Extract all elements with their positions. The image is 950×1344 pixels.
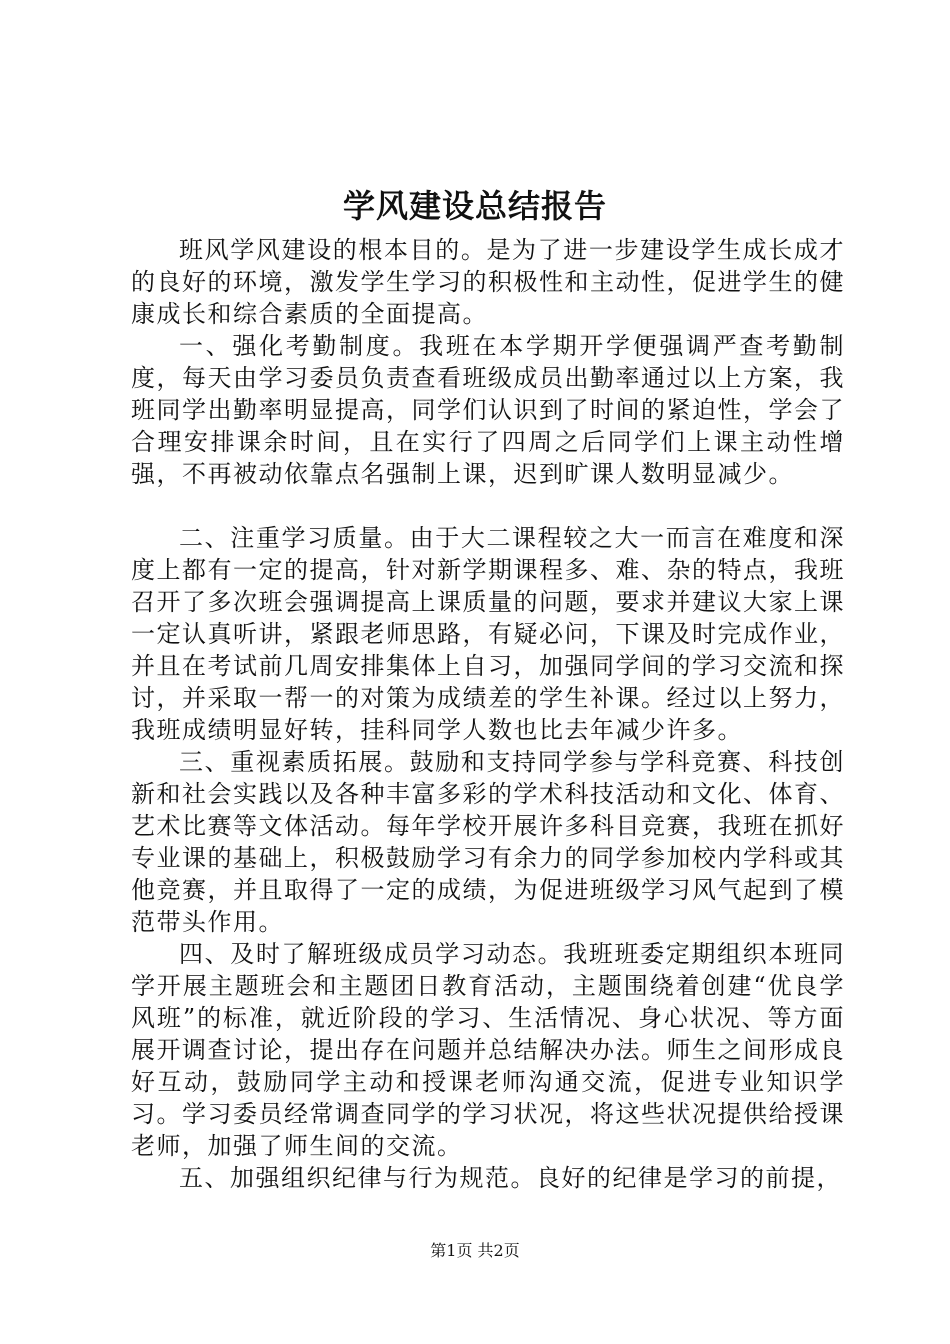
paragraph-section-5: 五、加强组织纪律与行为规范。良好的纪律是学习的前提， <box>179 1164 842 1192</box>
paragraph-section-3: 三、重视素质拓展。鼓励和支持同学参与学科竞赛、科技创新和社会实践以及各种丰富多彩的学术科技活动和文化、体育、艺术比赛等文体活动。每年学校开展许多科目竞赛，我班在抓好专业课的基础上，积极鼓励学习有余力的同学参加校内学科或其他竞赛，并且取得了一定的成绩，为促进班级学习风气起到了模范带头作用。 <box>131 748 845 936</box>
document-body <box>131 234 845 1194</box>
paragraph-intro: 班风学风建设的根本目的。是为了进一步建设学生成长成才的良好的环境，激发学生学习的积极性和主动性，促进学生的健康成长和综合素质的全面提高。 <box>131 236 845 328</box>
paragraph-section-2: 二、注重学习质量。由于大二课程较之大一而言在难度和深度上都有一定的提高，针对新学期课程多、难、杂的特点，我班召开了多次班会强调提高上课质量的问题，要求并建议大家上课一定认真听讲，紧跟老师思路，有疑必问，下课及时完成作业，并且在考试前几周安排集体上自习，加强同学间的学习交流和探讨，并采取一帮一的对策为成绩差的学生补课。经过以上努力，我班成绩明显好转，挂科同学人数也比去年减少许多。 <box>131 524 845 744</box>
document-title: 学风建设总结报告 <box>342 187 607 225</box>
paragraph-section-4: 四、及时了解班级成员学习动态。我班班委定期组织本班同学开展主题班会和主题团日教育活动，主题围绕着创建“优良学风班”的标准，就近阶段的学习、生活情况、身心状况、等方面展开调查讨论，提出存在问题并总结解决办法。师生之间形成良好互动，鼓励同学主动和授课老师沟通交流，促进专业知识学习。学习委员经常调查同学的学习状况，将这些状况提供给授课老师，加强了师生间的交流。 <box>131 940 845 1160</box>
paragraph-section-1: 一、强化考勤制度。我班在本学期开学便强调严查考勤制度，每天由学习委员负责查看班级成员出勤率通过以上方案，我班同学出勤率明显提高，同学们认识到了时间的紧迫性，学会了合理安排课余时间，且在实行了四周之后同学们上课主动性增强，不再被动依靠点名强制上课，迟到旷课人数明显减少。 <box>131 332 845 488</box>
page-footer: 第1页 共2页 <box>430 1241 520 1260</box>
